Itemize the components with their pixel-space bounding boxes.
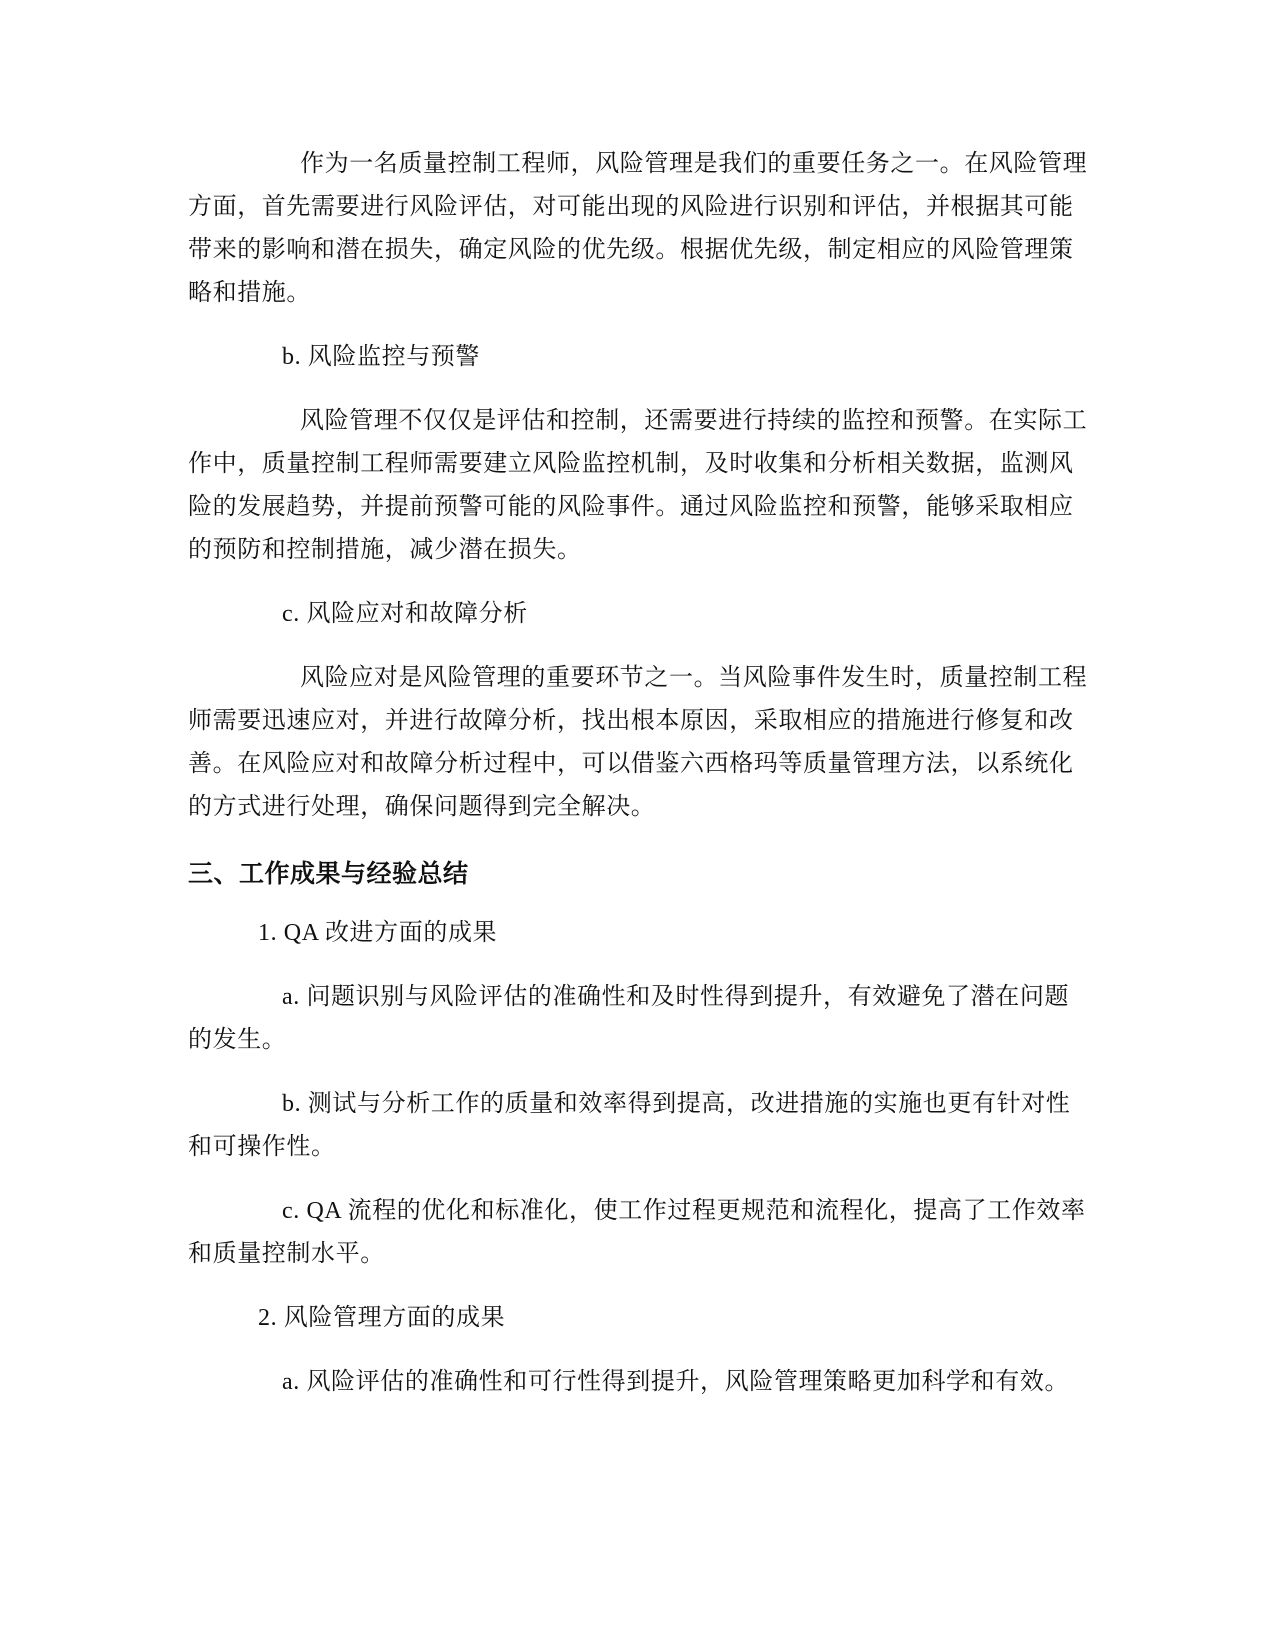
list-item-qa-a: a. 问题识别与风险评估的准确性和及时性得到提升，有效避免了潜在问题的发生。 [188,984,1070,1053]
list-item-qa-c: c. QA 流程的优化和标准化，使工作过程更规范和流程化，提高了工作效率和质量控制水平。 [188,1198,1086,1267]
paragraph-risk-response: 风险应对是风险管理的重要环节之一。当风险事件发生时，质量控制工程师需要迅速应对，并进行故障分析，找出根本原因，采取相应的措施进行修复和改善。在风险应对和故障分析过程中，可以借鉴六西格玛等质量管理方法，以系统化的方式进行处理，确保问题得到完全解决。 [188,665,1088,820]
list-item-qa-b: b. 测试与分析工作的质量和效率得到提高，改进措施的实施也更有针对性和可操作性。 [188,1091,1071,1160]
subheading-risk-response: c. 风险应对和故障分析 [282,601,528,627]
heading-qa-improvement-results: 1. QA 改进方面的成果 [258,920,498,946]
document-body [188,143,1088,1425]
list-item-risk-a: a. 风险评估的准确性和可行性得到提升，风险管理策略更加科学和有效。 [282,1369,1070,1395]
heading-risk-management-results: 2. 风险管理方面的成果 [258,1305,506,1331]
subheading-risk-monitoring: b. 风险监控与预警 [282,344,480,370]
paragraph-risk-monitoring: 风险管理不仅仅是评估和控制，还需要进行持续的监控和预警。在实际工作中，质量控制工程师需要建立风险监控机制，及时收集和分析相关数据，监测风险的发展趋势，并提前预警可能的风险事件。通过风险监控和预警，能够采取相应的预防和控制措施，减少潜在损失。 [188,408,1088,563]
section-title-achievements: 三、工作成果与经验总结 [188,859,469,888]
paragraph-risk-management-intro: 作为一名质量控制工程师，风险管理是我们的重要任务之一。在风险管理方面，首先需要进行风险评估，对可能出现的风险进行识别和评估，并根据其可能带来的影响和潜在损失，确定风险的优先级。根据优先级，制定相应的风险管理策略和措施。 [188,151,1088,306]
